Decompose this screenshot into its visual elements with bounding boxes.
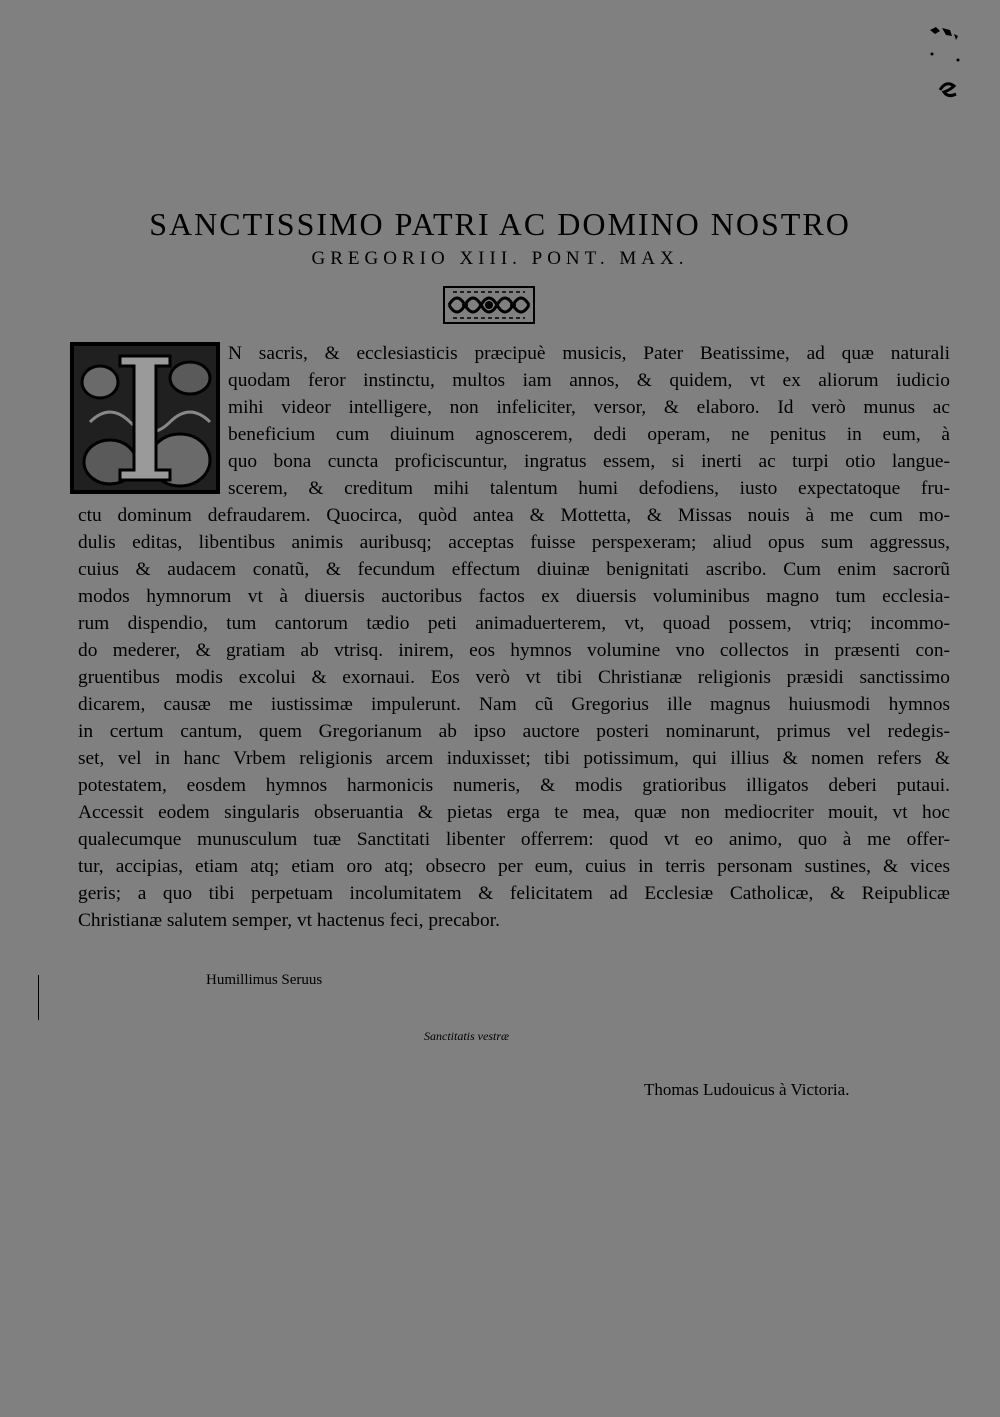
text-line: qualecumque munusculum tuæ Sanctitati libenter offerrem: quod vt eo animo, quo à me offer- bbox=[78, 829, 950, 850]
text-line: modos hymnorum vt à diuersis auctoribus factos ex diuersis voluminibus magno tum ecclesia- bbox=[78, 586, 950, 607]
text-line: ctu dominum defraudarem. Quocirca, quòd antea & Mottetta, & Missas nouis à me cum mo- bbox=[78, 505, 950, 526]
text-line: scerem, & creditum mihi talentum humi defodiens, iusto expectatoque fru- bbox=[228, 478, 950, 499]
text-line: tur, accipias, etiam atq; etiam oro atq; obsecro per eum, cuius in terris personam sustines, & vices bbox=[78, 856, 950, 877]
text-line: mihi videor intelligere, non infeliciter, versor, & elaboro. Id verò munus ac bbox=[228, 397, 950, 418]
text-line: Christianæ salutem semper, vt hactenus feci, precabor. bbox=[78, 910, 500, 931]
dedication-title: SANCTISSIMO PATRI AC DOMINO NOSTRO bbox=[149, 206, 851, 242]
text-line: quodam feror instinctu, multos iam annos, & quidem, vt ex aliorum iudicio bbox=[228, 370, 950, 391]
printers-ornament-icon bbox=[443, 286, 535, 324]
text-line: Accessit eodem singularis obseruantia & pietas erga te mea, quæ non mediocriter mouit, vt hoc bbox=[78, 802, 950, 823]
text-line: quo bona cuncta proficiscuntur, ingratus essem, si inerti ac turpi otio langue- bbox=[228, 451, 950, 472]
text-line: dulis editas, libentibus animis auribusq; acceptas fuisse perspexeram; aliud opus sum aggressus, bbox=[78, 532, 950, 553]
text-line: N sacris, & ecclesiasticis præcipuè musicis, Pater Beatissime, ad quæ naturali bbox=[228, 343, 950, 364]
text-line: rum dispendio, tum cantorum tædio peti animaduerterem, vt, quoad possem, vtriq; incommo- bbox=[78, 613, 950, 634]
dedication-subtitle: GREGORIO XIII. PONT. MAX. bbox=[311, 248, 689, 269]
text-line: cuius & audacem conatũ, & fecundum effectum diuinæ benignitati ascribo. Cum enim sacrorũ bbox=[78, 559, 950, 580]
closing-humillimus: Humillimus Seruus bbox=[206, 972, 323, 988]
text-line: potestatem, eosdem hymnos harmonicis numeris, & modis gratioribus illigatos deberi putaui. bbox=[78, 775, 950, 796]
ink-smudge-mark bbox=[870, 20, 970, 110]
closing-sanctitati: Sanctitatis vestræ bbox=[424, 1029, 509, 1043]
text-line: beneficium cum diuinum agnoscerem, dedi operam, ne penitus in eum, à bbox=[228, 424, 950, 445]
text-line: in certum cantum, quem Gregorianum ab ipso auctore posteri nominarunt, primus vel redegis- bbox=[78, 721, 950, 742]
decorated-initial-letter-icon bbox=[70, 342, 220, 494]
signature: Thomas Ludouicus à Victoria. bbox=[644, 1080, 850, 1099]
text-line: geris; a quo tibi perpetuam incolumitatem & felicitatem ad Ecclesiæ Catholicæ, & Reipublicæ bbox=[78, 883, 950, 904]
text-line: gruentibus modis excolui & exornaui. Eos verò vt tibi Christianæ religionis præsidi sanctissimo bbox=[78, 667, 950, 688]
text-line: do mederer, & gratiam ab vtrisq. inirem, eos hymnos volumine vno collectos in præsenti con- bbox=[78, 640, 950, 661]
margin-line bbox=[38, 975, 39, 1020]
text-line: dicarem, causæ me iustissimæ impulerunt. Nam cũ Gregorius ille magnus huiusmodi hymnos bbox=[78, 694, 950, 715]
text-line: set, vel in hanc Vrbem religionis arcem induxisset; tibi potissimum, qui illius & nomen refers & bbox=[78, 748, 950, 769]
